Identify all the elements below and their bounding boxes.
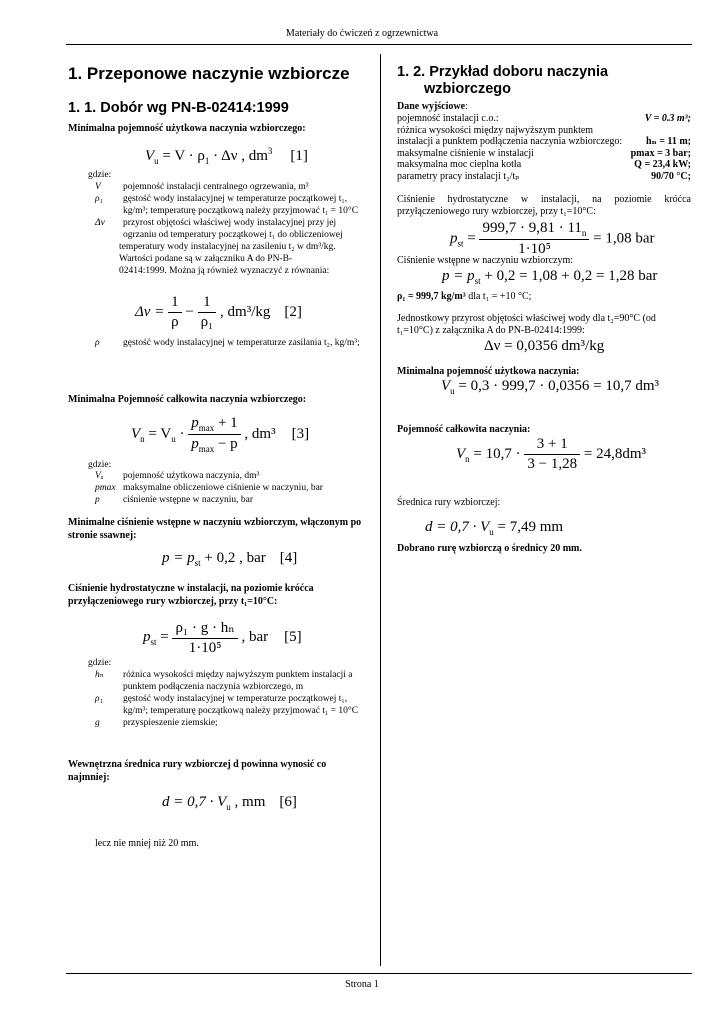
def-symbol: g [95,718,100,728]
list-item-value: Q = 23,4 kW; [634,159,691,170]
list-item [397,148,691,160]
eq1-sup: 3 [267,146,273,156]
hydrostatic-text: Ciśnienie hydrostatyczne w instalacji, na poziomie króćca przyłączeniowego rury wzbiorczej, przy t₁=10°C: [397,194,691,217]
usable-volume-label: Minimalna pojemność użytkowa naczynia: [397,366,580,377]
equation-1 [145,146,308,166]
eq5-frac [172,618,237,657]
vn-mid: = 10,7 · [469,445,525,462]
def-row [95,482,363,494]
def-text: przyspieszenie ziemskie; [123,718,218,728]
page-header: Materiały do ćwiczeń z ogrzewnictwa [285,28,439,39]
def-symbol: hₙ [95,670,104,680]
input-data-colon: : [465,101,468,112]
def-symbol: ρ₁ [95,194,103,204]
def-symbol: p [95,495,100,505]
column-divider [380,54,381,966]
eq2-frac-2 [198,294,217,331]
def-text: przyrost objętości właściwej wody instalacyjnej przy jej ogrzaniu od temperatury początkowej t₁ do obliczeniowej [123,218,343,240]
def-row [95,181,363,193]
eq3-number: [3] [291,425,310,442]
total-volume-label: Minimalna Pojemność całkowita naczynia wzbiorczego: [68,394,307,405]
eq4-number: [4] [279,550,298,566]
pst-numer-text: 999,7 · 9,81 · 11 [482,220,582,236]
minimum-note: lecz nie mniej niż 20 mm. [95,838,199,849]
def-row [95,217,363,241]
eq3-den-p: p [191,436,199,452]
eq3-denominator [188,435,240,454]
eq3-num-tail: + 1 [214,415,238,431]
prepressure-text: Ciśnienie wstępne w naczyniu wzbiorczym: [397,255,574,266]
where-label-1: gdzie: [88,170,112,180]
vu-tail: = 0,3 · 999,7 · 0,0356 = 10,7 dm³ [454,378,659,394]
subsection-title: 1. 1. Dobór wg PN-B-02414:1999 [68,100,289,116]
eq4-sub: st [194,558,201,568]
list-item-label: parametry pracy instalacji t₂/tₚ [397,170,520,182]
def-text: temperatury wody instalacyjnej na zasileniu t₂ w dm³/kg. Wartości podane są w załączniku A do PN-B-02414:1999. Można ją również wyznaczyć z równania: [119,242,336,276]
def-row [95,693,363,717]
list-item-value: pmax = 3 bar; [630,147,691,159]
eq3-mid: = V [144,425,172,442]
eq3-lhs: V [131,425,141,442]
definitions-1 [95,181,363,277]
list-item-label: maksymalne ciśnienie w instalacji [397,147,534,159]
density-line [397,291,531,303]
vn-lhs: V [456,445,466,462]
eq1-sub-u: u [154,156,159,166]
pst-equals: = [463,230,480,247]
p-sub: st [474,276,481,286]
eq3-den-tail: − p [214,436,238,452]
min-volume-label: Minimalna pojemność użytkowa naczynia wzbiorczego: [68,123,306,134]
def-row [95,494,363,506]
def-text: pojemność instalacji centralnego ogrzewania, m³ [123,182,309,192]
eq3-unit: , dm³ [240,425,276,442]
def-symbol: ρ [95,338,100,348]
eq2-den-2: ρ₁ [200,314,214,330]
equation-pst [450,220,655,258]
d-tail: = 7,49 mm [493,519,564,535]
equation-4 [162,550,297,568]
eq3-num-p: p [191,415,199,431]
equation-6 [162,794,297,812]
list-item [397,113,691,125]
equation-3 [131,415,309,454]
vn-denominator: 3 − 1,28 [527,456,578,472]
eq5-unit: , bar [237,628,269,645]
equation-5 [143,618,302,657]
def-row [95,193,363,217]
vn-frac [524,436,580,473]
eq2-lhs: Δν = [135,303,169,320]
equation-p [442,268,657,286]
vn-result: = 24,8dm³ [580,445,646,462]
result-text: Dobrano rurę wzbiorczą o średnicy 20 mm. [397,543,582,554]
list-item-value: hₙ = 11 m; [645,136,691,147]
eq6-text: d = 0,7 · V [162,794,227,810]
definition-rho [95,337,363,349]
eq1-rest: · Δν , dm [209,148,268,164]
list-item [397,136,691,148]
eq1-number: [1] [290,148,308,164]
example-title [397,64,608,98]
eq3-den-sub: max [198,444,215,454]
def-row [95,470,363,482]
def-symbol: Δv [95,218,105,228]
def-text: pojemność użytkowa naczynia, dm³ [123,471,260,481]
eq2-den-1: ρ [171,314,179,330]
def-text: różnica wysokości między najwyższym punktem instalacji a punktem podłączenia naczynia wzbiorczego, m [123,670,353,692]
vu-lhs: V [441,378,451,394]
eq3-numerator [188,415,240,435]
eq1-mid: = V · ρ [158,148,205,164]
list-item [397,125,691,137]
equation-vn [456,436,646,473]
def-row [95,717,363,729]
def-symbol: V [95,182,101,192]
density-value: ρ₁ = 999,7 kg/m³ [397,291,466,302]
footer-rule [66,973,692,974]
total-capacity-label: Pojemność całkowita naczynia: [397,424,531,435]
pst-denominator: 1·10⁵ [518,241,551,257]
eq2-minus: − [181,303,198,320]
vn-numerator: 3 + 1 [524,436,580,455]
def-text: gęstość wody instalacyjnej w temperaturze początkowej t₁, kg/m³; temperaturę początkową należy przyjmować t₁ = 10°C [123,194,359,216]
eq2-num-1: 1 [168,294,182,313]
pipe-diameter-label: Średnica rury wzbiorczej: [397,497,501,508]
eq6-tail: , mm [230,794,266,810]
where-label-2: gdzie: [88,460,112,470]
definitions-2 [95,470,363,506]
eq2-number: [2] [284,303,302,320]
diameter-label: Wewnętrzna średnica rury wzbiorczej d powinna wynosić co najmniej: [68,759,327,783]
list-item-label: pojemność instalacji c.o.: [397,113,499,124]
example-title-line-2: wzbiorczego [424,81,512,97]
eq2-unit: , dm³/kg [216,303,271,320]
list-item-label: instalacji a punktem podłączenia naczynia wzbiorczego: [397,136,623,147]
equation-2 [135,294,302,331]
eq3-frac [188,415,240,454]
example-title-line-1: 1. 2. Przykład doboru naczynia [397,64,609,80]
list-item [397,159,691,171]
def-symbol: pmax [95,483,116,493]
eq4-tail: + 0,2 , bar [200,550,266,566]
eq5-numerator: ρ₁ · g · hₙ [172,618,237,639]
eq5-lhs: p [143,628,151,645]
list-item-value: V = 0.3 m³; [644,113,691,124]
def-symbol: ρ₁ [95,694,103,704]
definitions-3 [95,669,363,729]
equation-d [425,519,563,537]
equation-vu [441,378,659,396]
eq3-num-sub: max [198,423,215,433]
eq6-number: [6] [279,794,297,810]
eq1-lhs: V [145,148,155,164]
def-text: gęstość wody instalacyjnej w temperaturze zasilania t₂, kg/m³; [123,338,360,348]
vn-sub: n [465,453,470,464]
eq5-sub: st [150,636,157,647]
p-tail: + 0,2 = 1,08 + 0,2 = 1,28 bar [480,268,658,284]
eq2-frac-1 [168,294,182,331]
input-data-list [397,113,691,182]
input-data-heading [397,101,468,113]
equation-dv: Δν = 0,0356 dm³/kg [484,338,605,354]
where-label-3: gdzie: [88,658,112,668]
pst-sub: st [457,238,464,249]
eq4-text: p = p [162,550,195,566]
input-data-label: Dane wyjściowe [397,101,466,112]
eq1-sub-1: 1 [204,156,210,166]
list-item [397,171,691,183]
def-row [95,669,363,693]
def-row [95,241,339,277]
def-row [95,337,363,349]
pst-numerator [479,220,589,240]
eq3-dot: · [175,425,189,442]
specific-volume-text: Jednostkowy przyrost objętości właściwej wody dla t₂=90°C (od t₁=10°C) z załącznika A do PN-B-02414:1999: [397,313,656,336]
pst-result: = 1,08 bar [589,230,655,247]
pst-numer-sub: n [581,228,587,238]
pst-frac [479,220,589,258]
pressure-label: Minimalne ciśnienie wstępne w naczyniu wzbiorczym, włączonym po stronie ssawnej: [68,517,362,541]
hydrostatic-label: Ciśnienie hydrostatyczne w instalacji, na poziomie króćca przyłączeniowego rury wzbiorczej, przy t₁=10°C: [68,583,314,607]
list-item-value: 90/70 °C; [651,170,691,182]
eq5-denominator: 1·10⁵ [188,640,222,656]
list-item-label: różnica wysokości między najwyższym punktem [397,124,594,136]
density-condition: dla t₁ = +10 °C; [465,291,532,302]
eq5-number: [5] [284,628,302,645]
eq2-num-2: 1 [198,294,217,313]
eq3-sub-n: n [140,433,145,444]
pst-lhs: p [450,230,458,247]
def-text: maksymalne obliczeniowe ciśnienie w naczyniu, bar [123,483,323,493]
section-title: 1. Przeponowe naczynie wzbiorcze [68,64,350,83]
def-symbol: Vᵤ [95,471,104,481]
def-text: ciśnienie wstępne w naczyniu, bar [123,495,254,505]
list-item-label: maksymalna moc cieplna kotła [397,159,522,170]
p-text: p = p [442,268,475,284]
def-text: gęstość wody instalacyjnej w temperaturze początkowej t₁, kg/m³; temperaturę początkową należy przyjmować t₁ = 10°C [123,694,359,716]
page-footer: Strona 1 [345,979,379,990]
eq6-sub: u [226,802,231,812]
d-text: d = 0,7 · V [425,519,490,535]
d-sub: u [489,527,494,537]
eq3-sub-u: u [171,433,176,444]
header-rule [66,44,692,45]
vu-sub: u [450,386,455,396]
eq5-equals: = [156,628,173,645]
